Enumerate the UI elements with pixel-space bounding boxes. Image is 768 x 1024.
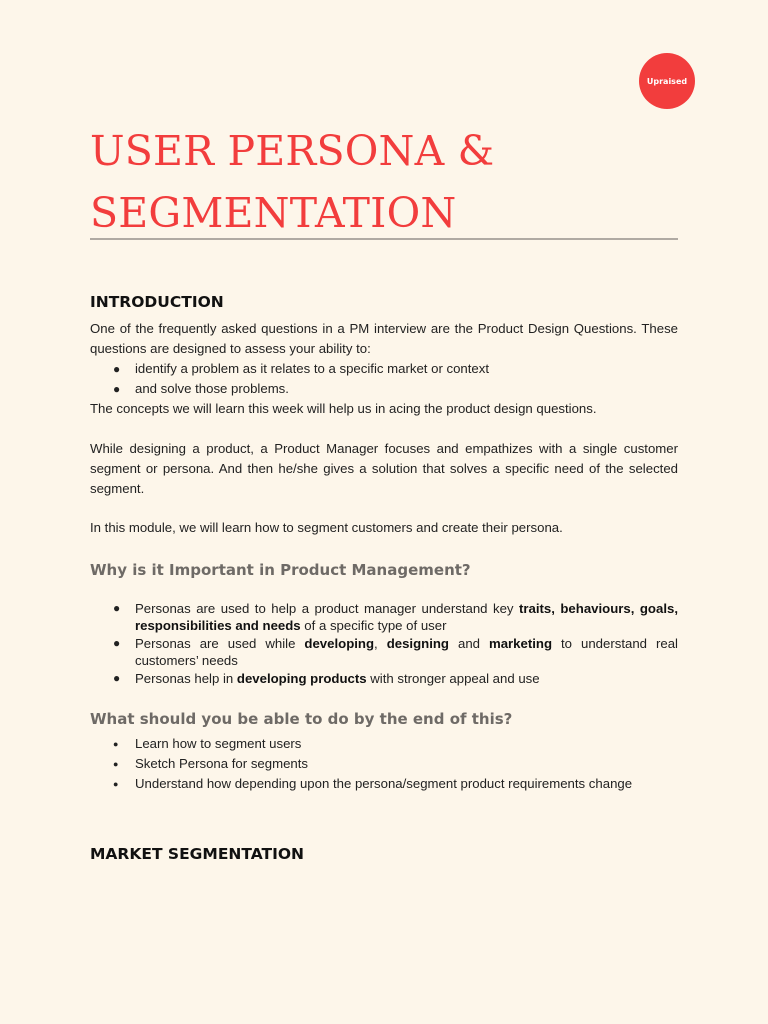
- list-item-bold-text: designing: [386, 636, 449, 651]
- intro-paragraph-4: In this module, we will learn how to segment customers and create their persona.: [90, 520, 563, 535]
- list-item: [90, 734, 678, 754]
- bullet-icon: ●: [113, 362, 121, 376]
- page-title: [90, 120, 678, 244]
- title-divider: [90, 238, 678, 240]
- list-item-text: of a specific type of user: [300, 618, 447, 633]
- list-item: [90, 635, 678, 669]
- list-item-text: Understand how depending upon the persona/segment product requirements change: [135, 776, 633, 791]
- list-item: [90, 379, 678, 399]
- list-item-text: and solve those problems.: [135, 381, 289, 396]
- list-item: [90, 774, 678, 794]
- intro-paragraph-2: The concepts we will learn this week will help us in acing the product design questions.: [90, 401, 597, 416]
- list-item-text: ,: [374, 636, 387, 651]
- end-goals-heading: What should you be able to do by the end of this?: [90, 710, 513, 728]
- list-item-text: identify a problem as it relates to a specific market or context: [135, 361, 490, 376]
- list-item-text: Personas help in: [135, 671, 237, 686]
- bullet-icon: ●: [113, 739, 119, 749]
- bullet-icon: ●: [113, 759, 119, 769]
- page-title-line-2: SEGMENTATION: [90, 189, 457, 237]
- bullet-icon: ●: [113, 601, 121, 615]
- list-item-text: Sketch Persona for segments: [135, 756, 308, 771]
- list-item: [90, 600, 678, 634]
- end-goals-bullet-list: [90, 734, 678, 794]
- page-title-line-1: USER PERSONA &: [90, 127, 495, 175]
- bullet-icon: ●: [113, 779, 119, 789]
- list-item-text: Personas are used to help a product manager understand key: [135, 601, 519, 616]
- list-item: [90, 359, 678, 379]
- list-item-bold-text: marketing: [488, 636, 553, 651]
- why-important-heading: Why is it Important in Product Management?: [90, 561, 471, 579]
- list-item-text: with stronger appeal and use: [366, 671, 540, 686]
- bullet-icon: ●: [113, 382, 121, 396]
- list-item-bold-text: developing: [304, 636, 375, 651]
- why-bullet-list: [90, 600, 678, 688]
- intro-bullet-list: [90, 359, 678, 399]
- intro-paragraph-1: One of the frequently asked questions in a PM interview are the Product Design Questions. These questions are designed to assess your ability to:: [90, 321, 678, 356]
- bullet-icon: ●: [113, 636, 121, 650]
- list-item-text: Learn how to segment users: [135, 736, 302, 751]
- upraised-logo-badge: Upraised: [639, 53, 695, 109]
- list-item-bold-text: traits, behaviours, goals, responsibilities and needs: [135, 601, 678, 633]
- market-segmentation-heading: MARKET SEGMENTATION: [90, 845, 305, 863]
- list-item-text: to understand real customers’ needs: [135, 636, 678, 668]
- introduction-heading: INTRODUCTION: [90, 293, 224, 311]
- intro-paragraph-3: While designing a product, a Product Manager focuses and empathizes with a single customer segment or persona. And then he/she gives a solution that solves a specific need of the selected segment.: [90, 441, 678, 496]
- list-item: [90, 670, 678, 687]
- list-item-text: Personas are used while: [135, 636, 305, 651]
- list-item-text: and: [448, 636, 489, 651]
- list-item-bold-text: developing products: [236, 671, 367, 686]
- list-item: [90, 754, 678, 774]
- bullet-icon: ●: [113, 671, 121, 685]
